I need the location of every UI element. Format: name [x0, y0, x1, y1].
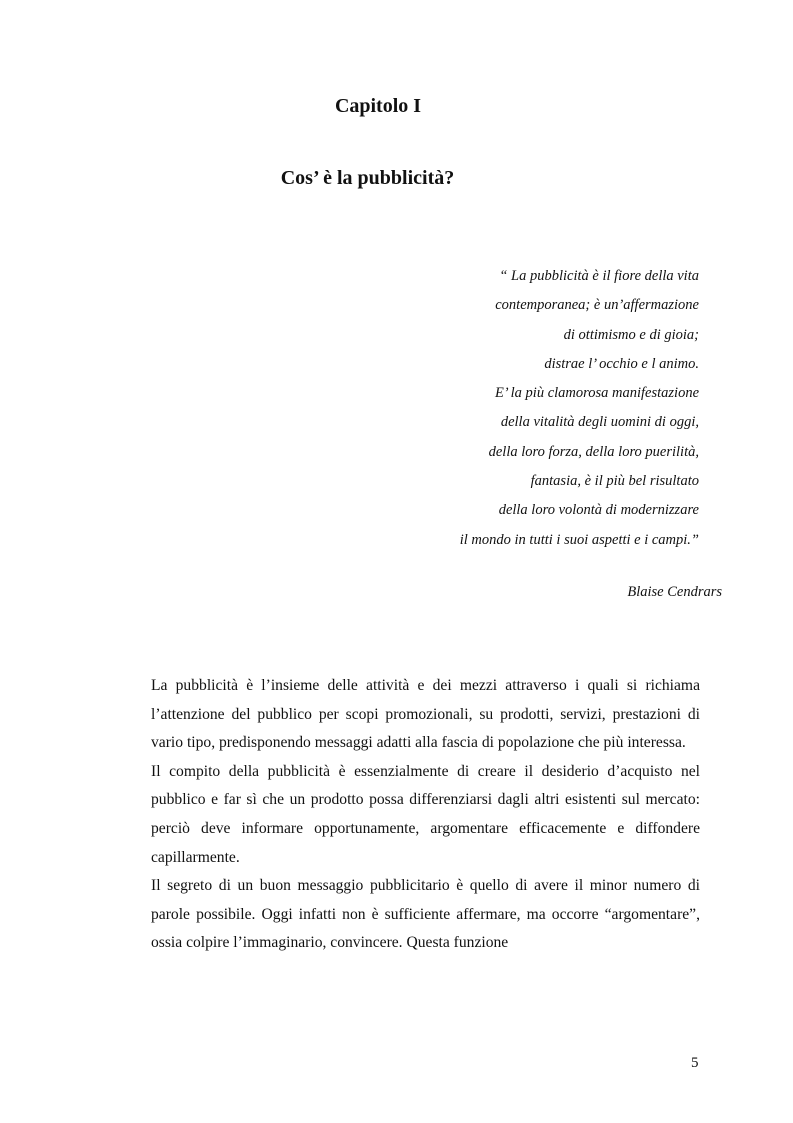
epigraph-line: della loro forza, della loro puerilità,	[488, 443, 699, 460]
chapter-title: Cos’ è la pubblicità?	[280, 167, 455, 189]
page-number: 5	[691, 1055, 699, 1071]
epigraph-line: della loro volontà di modernizzare	[498, 502, 699, 519]
epigraph-quote	[279, 262, 699, 555]
epigraph-line: distrae l’ occhio e l animo.	[544, 355, 699, 372]
body-paragraph: Il compito della pubblicità è essenzialmente di creare il desiderio d’acquisto nel pubblico e far sì che un prodotto possa differenziarsi dagli altri esistenti sul mercato: perciò deve informare opportunamente, argomentare efficacemente e diffondere capillarmente.	[151, 762, 700, 866]
epigraph-line: della vitalità degli uomini di oggi,	[500, 414, 699, 431]
epigraph-line: E’ la più clamorosa manifestazione	[494, 385, 699, 402]
epigraph-line: contemporanea; è un’affermazione	[495, 297, 699, 314]
epigraph-line: di ottimismo e di gioia;	[563, 326, 699, 343]
body-paragraph: Il segreto di un buon messaggio pubblicitario è quello di avere il minor numero di parole possibile. Oggi infatti non è sufficiente affermare, ma occorre “argomentare”, ossia colpire l’immaginario, convincere. Questa funzione	[151, 877, 700, 952]
body-text	[151, 672, 700, 958]
chapter-label: Capitolo I	[334, 95, 422, 117]
epigraph-line: il mondo in tutti i suoi aspetti e i campi.”	[459, 531, 699, 548]
body-paragraph: La pubblicità è l’insieme delle attività e dei mezzi attraverso i quali si richiama l’attenzione del pubblico per scopi promozionali, su prodotti, servizi, prestazioni di vario tipo, predisponendo messaggi adatti alla fascia di popolazione che più interessa.	[151, 677, 700, 752]
epigraph-line: “ La pubblicità è il fiore della vita	[499, 268, 699, 284]
epigraph-author: Blaise Cendrars	[627, 584, 722, 600]
epigraph-line: fantasia, è il più bel risultato	[530, 473, 699, 490]
